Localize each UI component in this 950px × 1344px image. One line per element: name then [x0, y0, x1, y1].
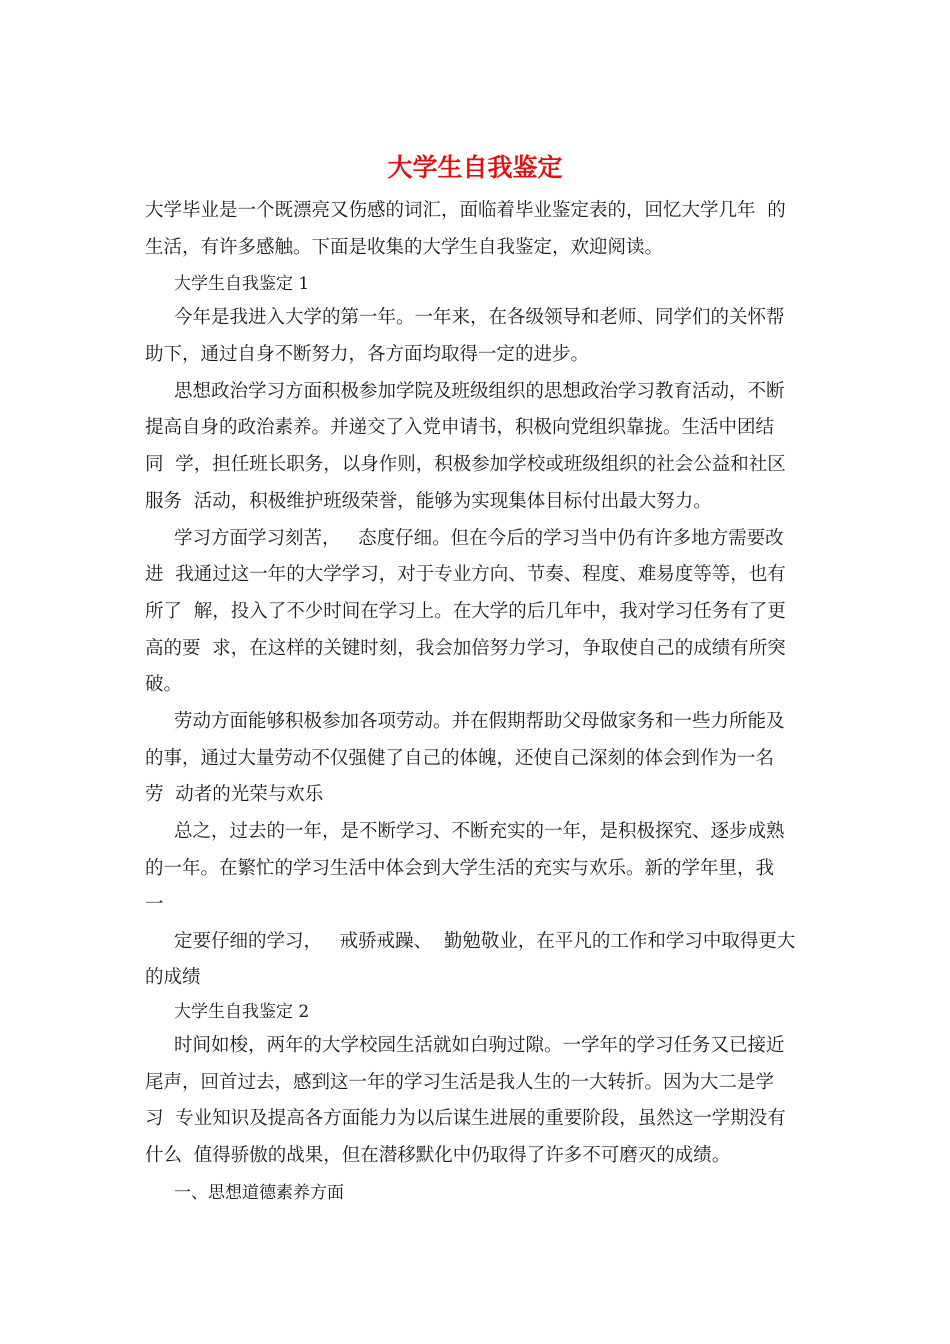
paragraph-line: 什么 值得骄傲的战果，但在潜移默化中仍取得了许多不可磨灭的成绩。	[145, 1145, 731, 1166]
paragraph-line: 定要仔细的学习， 戒骄戒躁、 勤勉敬业，在平凡的工作和学习中取得更大	[174, 931, 796, 952]
section-heading: 大学生自我鉴定 1	[174, 274, 310, 294]
paragraph-line: 今年是我进入大学的第一年。一年来，在各级领导和老师、同学们的关怀帮	[174, 307, 785, 328]
paragraph-line: 劳 动者的光荣与欢乐	[145, 784, 324, 805]
paragraph-line: 一	[145, 894, 164, 915]
intro-line: 大学毕业是一个既漂亮又伤感的词汇，面临着毕业鉴定表的，回忆大学几年 的	[145, 200, 786, 221]
intro-line: 生活，有许多感触。下面是收集的大学生自我鉴定，欢迎阅读。	[145, 237, 664, 258]
paragraph-line: 进 我通过这一年的大学学习，对于专业方向、节奏、程度、难易度等等，也有	[145, 564, 786, 585]
paragraph-line: 的成绩	[145, 967, 201, 988]
paragraph-line: 劳动方面能够积极参加各项劳动。并在假期帮助父母做家务和一些力所能及	[174, 711, 785, 732]
paragraph-line: 总之，过去的一年，是不断学习、不断充实的一年，是积极探究、逐步成熟	[174, 821, 785, 842]
paragraph-line: 学习方面学习刻苦， 态度仔细。但在今后的学习当中仍有许多地方需要改	[174, 528, 784, 549]
paragraph-line: 时间如梭，两年的大学校园生活就如白驹过隙。一学年的学习任务又已接近	[174, 1035, 785, 1056]
section-heading: 大学生自我鉴定 2	[174, 1002, 310, 1022]
paragraph-line: 同 学，担任班长职务，以身作则，积极参加学校或班级组织的社会公益和社区	[145, 454, 786, 475]
paragraph-line: 破。	[145, 674, 183, 695]
paragraph-line: 所了 解，投入了不少时间在学习上。在大学的后几年中，我对学习任务有了更	[145, 601, 786, 622]
paragraph-line: 的事，通过大量劳动不仅强健了自己的体魄，还使自己深刻的体会到作为一名	[145, 748, 775, 769]
paragraph-line: 思想政治学习方面积极参加学院及班级组织的思想政治学习教育活动，不断	[174, 381, 785, 402]
paragraph-line: 助下，通过自身不断努力，各方面均取得一定的进步。	[145, 344, 590, 365]
paragraph-line: 习 专业知识及提高各方面能力为以后谋生进展的重要阶段，虽然这一学期没有	[145, 1108, 786, 1129]
paragraph-line: 的一年。在繁忙的学习生活中体会到大学生活的充实与欢乐。新的学年里，我	[145, 858, 775, 879]
paragraph-line: 提高自身的政治素养。并递交了入党申请书，积极向党组织靠拢。生活中团结	[145, 417, 775, 438]
paragraph-line: 高的要 求，在这样的关键时刻，我会加倍努力学习，争取使自己的成绩有所突	[145, 638, 786, 659]
paragraph-line: 服务 活动，积极维护班级荣誉，能够为实现集体目标付出最大努力。	[145, 491, 712, 512]
subsection-heading: 一、思想道德素养方面	[174, 1183, 344, 1203]
document-title: 大学生自我鉴定	[387, 153, 563, 182]
paragraph-line: 尾声，回首过去，感到这一年的学习生活是我人生的一大转折。因为大二是学	[145, 1072, 775, 1093]
